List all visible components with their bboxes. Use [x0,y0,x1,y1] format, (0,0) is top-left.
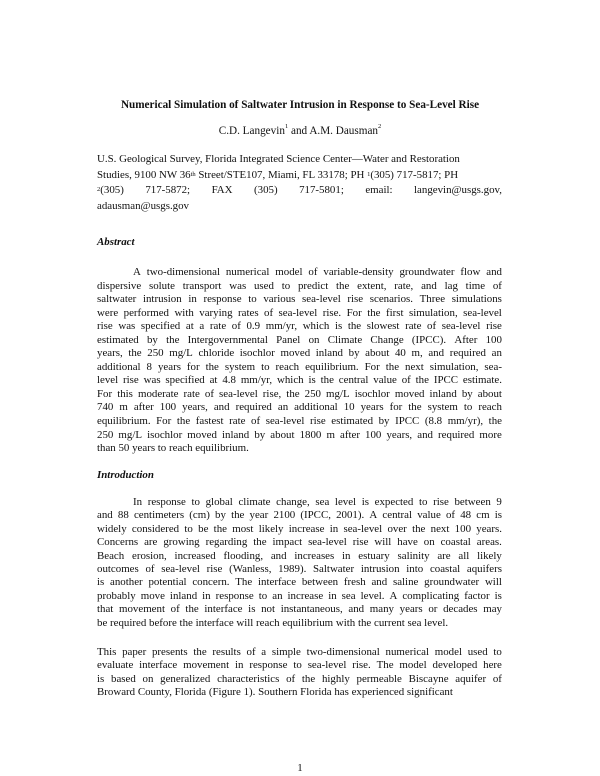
text-line: A two-dimensional numerical model of variable-density groundwater flow and [133,266,502,278]
text-line: were performed with varying rates of sea-level rise. For the first simulation, sea-level [97,306,502,319]
text-line: is another potential concern. The interface between fresh and saline groundwater will [97,576,502,589]
text-line: is based on generalized characteristics of the highly permeable Biscayne aquifer of [97,672,502,685]
text-line: saltwater intrusion in response to various sea-level rise scenarios. Three simulations [97,293,502,306]
text-line: widely considered to be the most likely increase in sea-level over the next 100 years. [97,522,502,535]
text-line: In response to global climate change, sea level is expected to rise between 9 [133,496,502,508]
author-line [0,125,600,137]
text-line: years, the 250 mg/L chloride isochlor moved inland by about 40 m, and required an [97,347,502,360]
text-line: estimated by the Intergovernmental Panel on Climate Change (IPCC). After 100 [97,333,502,346]
affiliation-line-2: Studies, 9100 NW 36th Street/STE107, Miami, FL 33178; PH $^1$(305) 717-5817; PH [97,168,459,181]
affiliation-block [97,152,502,214]
author-2-superscript: 2 [378,123,382,130]
text-line: additional 8 years for the system to reach equilibrium. For the next simulation, sea- [97,360,502,373]
text-line: level rise was specified at 4.8 mm/yr, which is the central value of the IPCC estimate. [97,374,502,387]
page-number: 1 [297,762,303,774]
paper-title: Numerical Simulation of Saltwater Intrusion in Response to Sea-Level Rise [120,99,480,111]
text-line: rise was specified at a rate of 0.9 mm/yr, which is the slowest rate of sea-level rise [97,320,502,333]
text-line: that movement of the interface is not instantaneous, and many years or decades may [97,603,502,616]
affiliation-line-1: U.S. Geological Survey, Florida Integrated Science Center—Water and Restoration [97,153,460,165]
affiliation-word: email: [365,184,393,197]
introduction-paragraph-2 [97,646,502,700]
abstract-heading: Abstract [97,236,135,248]
text-line: probably move inland in response to an increase in sea level. A complicating factor is [97,589,502,602]
text-line: 740 m after 100 years, and required an additional 10 years for the system to reach [97,401,502,414]
author-1: C.D. Langevin [218,125,285,137]
author-conjunction: and [288,125,310,137]
text-line: For this moderate rate of sea-level rise, the 250 mg/L isochlor moved inland by about [97,387,502,400]
text-line: dispersive solute transport was used to predict the extent, rate, and lag time of [97,279,502,292]
text-line: be required before the interface will reach equilibrium with the current sea level. [97,616,449,629]
text-line: This paper presents the results of a simple two-dimensional numerical model used to [97,646,502,658]
text-line: equilibrium. For the fastest rate of sea-level rise estimated by IPCC (8.8 mm/yr), the [97,415,502,428]
affiliation-line-3 [97,183,502,199]
affiliation-word: (305) [254,184,278,197]
affiliation-word: 717-5801; [299,184,344,197]
abstract-paragraph [97,266,502,456]
affiliation-superscript: 2 [97,186,101,194]
introduction-paragraph-1 [97,496,502,630]
introduction-heading: Introduction [97,469,154,481]
affiliation-word: $^2$(305) [97,184,124,197]
text-line: 250 mg/L isochlor moved inland by about 1800 m after 100 years, and required more [97,428,502,441]
affiliation-word: 717-5872; [145,184,191,197]
affiliation-word: FAX [211,184,233,197]
text-line: than 50 years to reach equilibrium. [97,442,249,455]
text-line: Beach erosion, increased flooding, and increases in estuary salinity are all likely [97,549,502,562]
text-line: evaluate interface movement in response to sea-level rise. The model developed here [97,659,502,672]
text-line: Broward County, Florida (Figure 1). Southern Florida has experienced significant [97,686,453,699]
author-1-superscript: 1 [284,123,289,130]
email-2: adausman@usgs.gov [97,199,190,212]
text-line: outcomes of sea-level rise (Wanless, 1989). Saltwater intrusion into coastal aquifers [97,563,502,576]
affiliation-word: langevin@usgs.gov, [414,184,502,197]
author-2: A.M. Dausman [309,125,378,137]
text-line: Concerns are growing regarding the impact sea-level rise will have on coastal areas. [97,536,502,549]
affiliation-line-4 [97,199,502,215]
text-line: and 88 centimeters (cm) by the year 2100 (IPCC, 2001). A central value of 48 cm is [97,509,502,522]
